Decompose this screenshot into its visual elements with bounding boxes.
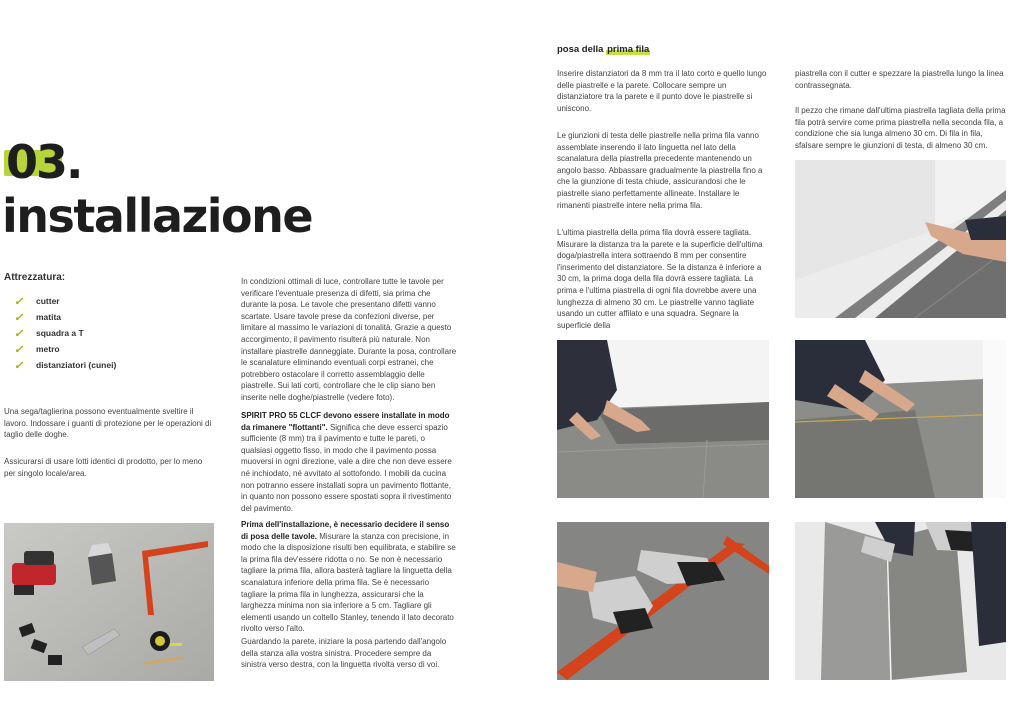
middle-paragraph-4: Guardando la parete, iniziare la posa partendo dall'angolo della stanza alla vostra sinistra. Procedere sempre da sinistra verso destra, con la linguetta rivolta verso di voi. <box>241 637 447 670</box>
check-icon: ✓ <box>14 327 24 340</box>
section-number <box>4 135 84 189</box>
list-item: ✓ squadra a T <box>14 327 84 340</box>
left-paragraph-1: Una sega/taglierina possono eventualmente sveltire il lavoro. Indossare i guanti di protezione per le operazioni di taglio delle doghe. <box>4 407 212 440</box>
cutting-photo-2 <box>795 522 1006 680</box>
tools-heading: Attrezzatura: <box>4 272 66 283</box>
middle-paragraph-2: SPIRIT PRO 55 CLCF devono essere installate in modo da rimanere "flottanti". Significa che deve esserci spazio sufficiente (8 mm) tra il pavimento e tutte le pareti, o qualsiasi oggetto fisso, in modo che il pavimento possa muoversi in ogni direzione, vale a dire che non deve essere né inchiodato, né avvitato al sottofondo. I mobili da cucina non potranno essere installati sopra un pavimento flottante, in quanto non possono essere spostati sopra il rivestimento del pavimento. <box>241 411 452 513</box>
list-item: ✓ cutter <box>14 295 60 308</box>
check-icon: ✓ <box>14 295 24 308</box>
list-item: ✓ metro <box>14 343 60 356</box>
left-paragraph-2: Assicurarsi di usare lotti identici di prodotto, per lo meno per singolo locale/area. <box>4 457 203 478</box>
spacer-photo <box>795 160 1006 318</box>
middle-paragraph-1: In condizioni ottimali di luce, controllare tutte le tavole per verificare l'eventuale presenza di difetti, sia prima che durante la posa. Le tavole che presentano difetti vanno scartate. Usare tavole prese da confezioni diverse, per limitare al massimo le variazioni di tonalità. Grazie a questo accorgimento, il pavimento risulterà più naturale. Non installare piastrelle danneggiate. Durante la posa, controllare le scanalature eliminando eventuali corpi estranei, che potrebbero ostacolare il corretto assemblaggio delle piastrelle. Sui lati corti, controllare che le clip siano ben inserite nelle doghe/piastrelle (vedere foto). <box>241 277 457 402</box>
list-item: ✓ matita <box>14 311 62 324</box>
check-icon: ✓ <box>14 359 24 372</box>
first-row-photo-1 <box>557 340 769 498</box>
square-photo <box>557 522 769 680</box>
check-icon: ✓ <box>14 311 24 324</box>
heading-highlight: prima fila <box>607 44 650 55</box>
section-heading: posa della prima fila <box>557 44 650 55</box>
right-paragraph-5: Il pezzo che rimane dall'ultima piastrella tagliata della prima fila potrà servire come prima piastrella nella seconda fila, a condizione che sia lunga almeno 30 cm. Di fila in fila, sfalsare sempre le giunzioni di testa, di almeno 30 cm. <box>795 106 1006 150</box>
list-item: ✓ distanziatori (cunei) <box>14 359 117 372</box>
right-paragraph-3: L'ultima piastrella della prima fila dovrà essere tagliata. Misurare la distanza tra la parete e la superficie dell'ultima doga/piastrella intera sottraendo 8 mm per consentire l'inserimento del distanziatore. Se la distanza è inferiore a 30 cm, la prima doga della fila dovrà essere tagliata. La prima e l'ultima piastrella di ogni fila dovrebbe avere una lunghezza di almeno 30 cm. Le piastrelle vanno tagliate usando un cutter affilato e una squadra. Segnare la superficie della <box>557 228 763 330</box>
tools-photo <box>4 523 214 681</box>
right-paragraph-4: piastrella con il cutter e spezzare la piastrella lungo la linea contrassegnata. <box>795 69 1004 90</box>
cutting-photo-1 <box>795 340 1006 498</box>
tools-list <box>14 293 116 373</box>
page-title: installazione <box>2 189 313 243</box>
middle-paragraph-3: Prima dell'installazione, è necessario decidere il senso di posa delle tavole. Misurare la stanza con precisione, in modo che la disposizione risulti ben equilibrata, e stabilire se la prima fila dev'essere ridotta o no. Se non è necessario tagliare la prima fila, allora basterà tagliare la linguetta della scanalatura inferiore della prima fila. Se è necessario tagliare la prima fila in lunghezza, assicurarsi che la larghezza minima non sia inferiore a 5 cm. Tagliare gli elementi usando un coltello Stanley, tenendo il lato decorato rivolto verso l'alto. <box>241 520 456 634</box>
check-icon: ✓ <box>14 343 24 356</box>
right-paragraph-2: Le giunzioni di testa delle piastrelle nella prima fila vanno assemblate inserendo il lato linguetta nel lato della scanalatura della piastrella precedente mantenendo un angolo basso. Abbassare gradualmente la piastrella fino a che la giunzione di testa chiude, assicurandosi che le piastrelle siano perfettamente allineate. Installare le rimanenti piastrelle intere nella prima fila. <box>557 131 763 210</box>
section-number-text: 03. <box>6 135 82 189</box>
right-paragraph-1: Inserire distanziatori da 8 mm tra il lato corto e quello lungo delle piastrelle e la parete. Collocare sempre un distanziatore tra la parete e il punto dove le piastrelle si uniscono. <box>557 69 767 113</box>
